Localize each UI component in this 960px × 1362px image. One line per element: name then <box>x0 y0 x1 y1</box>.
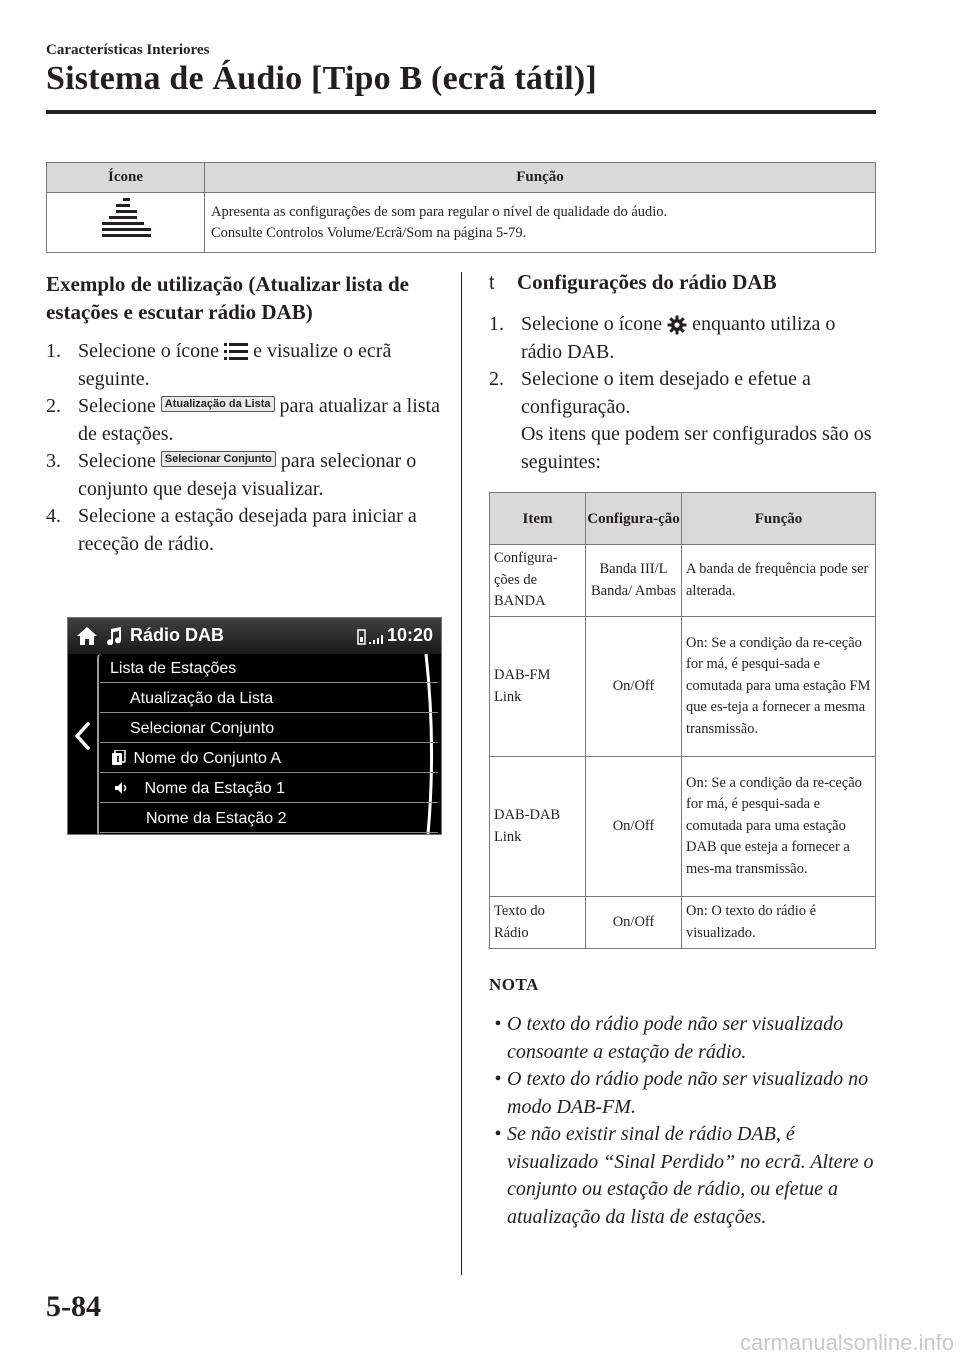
speaker-icon <box>114 781 130 795</box>
screen-status-bar <box>68 618 441 654</box>
table-row <box>47 193 876 253</box>
page-title: Sistema de Áudio [Tipo B (ecrã tátil)] <box>46 60 597 97</box>
screen-title: Rádio DAB <box>130 625 224 645</box>
col-header-function: Função <box>682 493 876 545</box>
note-heading: NOTA <box>489 975 539 994</box>
section-label: Características Interiores <box>46 42 210 58</box>
page-number: 5-84 <box>46 1290 101 1323</box>
col-header-icon: Ícone <box>47 163 205 193</box>
title-rule <box>46 110 876 114</box>
col-header-function: Função <box>205 163 876 193</box>
gear-icon <box>667 315 687 335</box>
list-item: 1. Selecione o ícone e visualize o ecrã seguinte. <box>46 340 392 390</box>
select-ensemble-item[interactable]: Selecionar Conjunto <box>100 714 438 743</box>
function-text-line1: Apresenta as configurações de som para regular o nível de qualidade do áudio. <box>211 203 668 220</box>
col-header-item: Item <box>490 493 586 545</box>
list-item: • Se não existir sinal de rádio DAB, é visualizado “Sinal Perdido” no ecrã. Altere o conjunto ou estação de rádio, ou efetue a atualização da lista de estações. <box>494 1123 874 1228</box>
dab-settings-table <box>489 492 876 949</box>
ensemble-icon <box>112 750 126 765</box>
select-ensemble-button-label: Selecionar Conjunto <box>161 451 276 467</box>
list-item: 2. Selecione o item desejado e efetue a configuração. Os itens que podem ser configurados são os seguintes: <box>489 368 872 473</box>
table-row: DAB-DAB Link On/Off On: Se a condição da re-ceção for má, é pesqui-sada e comutada para uma estação DAB que esteja a fornecer a mes-ma transmissão. <box>490 757 876 897</box>
back-arrow-icon[interactable] <box>74 722 90 750</box>
column-divider <box>461 272 462 1275</box>
list-item: • O texto do rádio pode não ser visualizado consoante a estação de rádio. <box>494 1013 844 1063</box>
update-list-item[interactable]: Atualização da Lista <box>100 684 438 713</box>
table-row: Texto do Rádio On/Off On: O texto do rádio é visualizado. <box>490 897 876 949</box>
music-note-icon <box>106 627 122 645</box>
screen-clock: 10:20 <box>386 625 433 645</box>
update-list-button-label: Atualização da Lista <box>161 396 275 412</box>
left-column <box>46 270 451 558</box>
example-steps <box>46 338 451 558</box>
list-item: • O texto do rádio pode não ser visualizado no modo DAB-FM. <box>494 1068 869 1118</box>
station-list-header: Lista de Estações <box>100 654 438 683</box>
list-icon <box>224 342 248 362</box>
home-icon[interactable] <box>76 626 98 646</box>
col-header-setting: Configura-ção <box>586 493 682 545</box>
dab-heading: Configurações do rádio DAB <box>517 270 777 294</box>
table-row: Configura-ções de BANDA Banda III/L Banda/ Ambas A banda de frequência pode ser alterada. <box>490 545 876 617</box>
station-item[interactable]: Nome da Estação 2 <box>100 804 438 833</box>
dab-steps <box>489 311 879 476</box>
list-item: 3. Selecione Selecionar Conjunto para selecionar o conjunto que deseja visualizar. <box>46 450 417 500</box>
ensemble-item[interactable]: Nome do Conjunto A <box>100 744 438 773</box>
list-item: 1. Selecione o ícone enquanto utiliza o rádio DAB. <box>489 313 836 363</box>
function-text-line2: Consulte Controlos Volume/Ecrã/Som na página 5-79. <box>211 224 527 241</box>
icon-function-table <box>46 162 876 253</box>
table-row: DAB-FM Link On/Off On: Se a condição da re-ceção for má, é pesqui-sada e comutada para uma estação FM que es-teja a fornecer a mesma transmissão. <box>490 617 876 757</box>
dab-radio-screen <box>67 617 442 835</box>
example-heading: Exemplo de utilização (Atualizar lista de estações e escutar rádio DAB) <box>46 272 409 324</box>
watermark: carmanualsonline.info <box>739 1330 954 1355</box>
station-item[interactable]: Nome da Estação 1 <box>100 774 438 803</box>
note-list <box>489 1011 879 1231</box>
list-item: 4. Selecione a estação desejada para iniciar a receção de rádio. <box>46 505 417 555</box>
right-column <box>489 270 879 1231</box>
section-bullet: t <box>489 273 495 294</box>
list-item: 2. Selecione Atualização da Lista para atualizar a lista de estações. <box>46 395 440 445</box>
signal-icon <box>356 628 386 646</box>
station-list <box>100 654 440 835</box>
equalizer-icon <box>99 196 153 244</box>
